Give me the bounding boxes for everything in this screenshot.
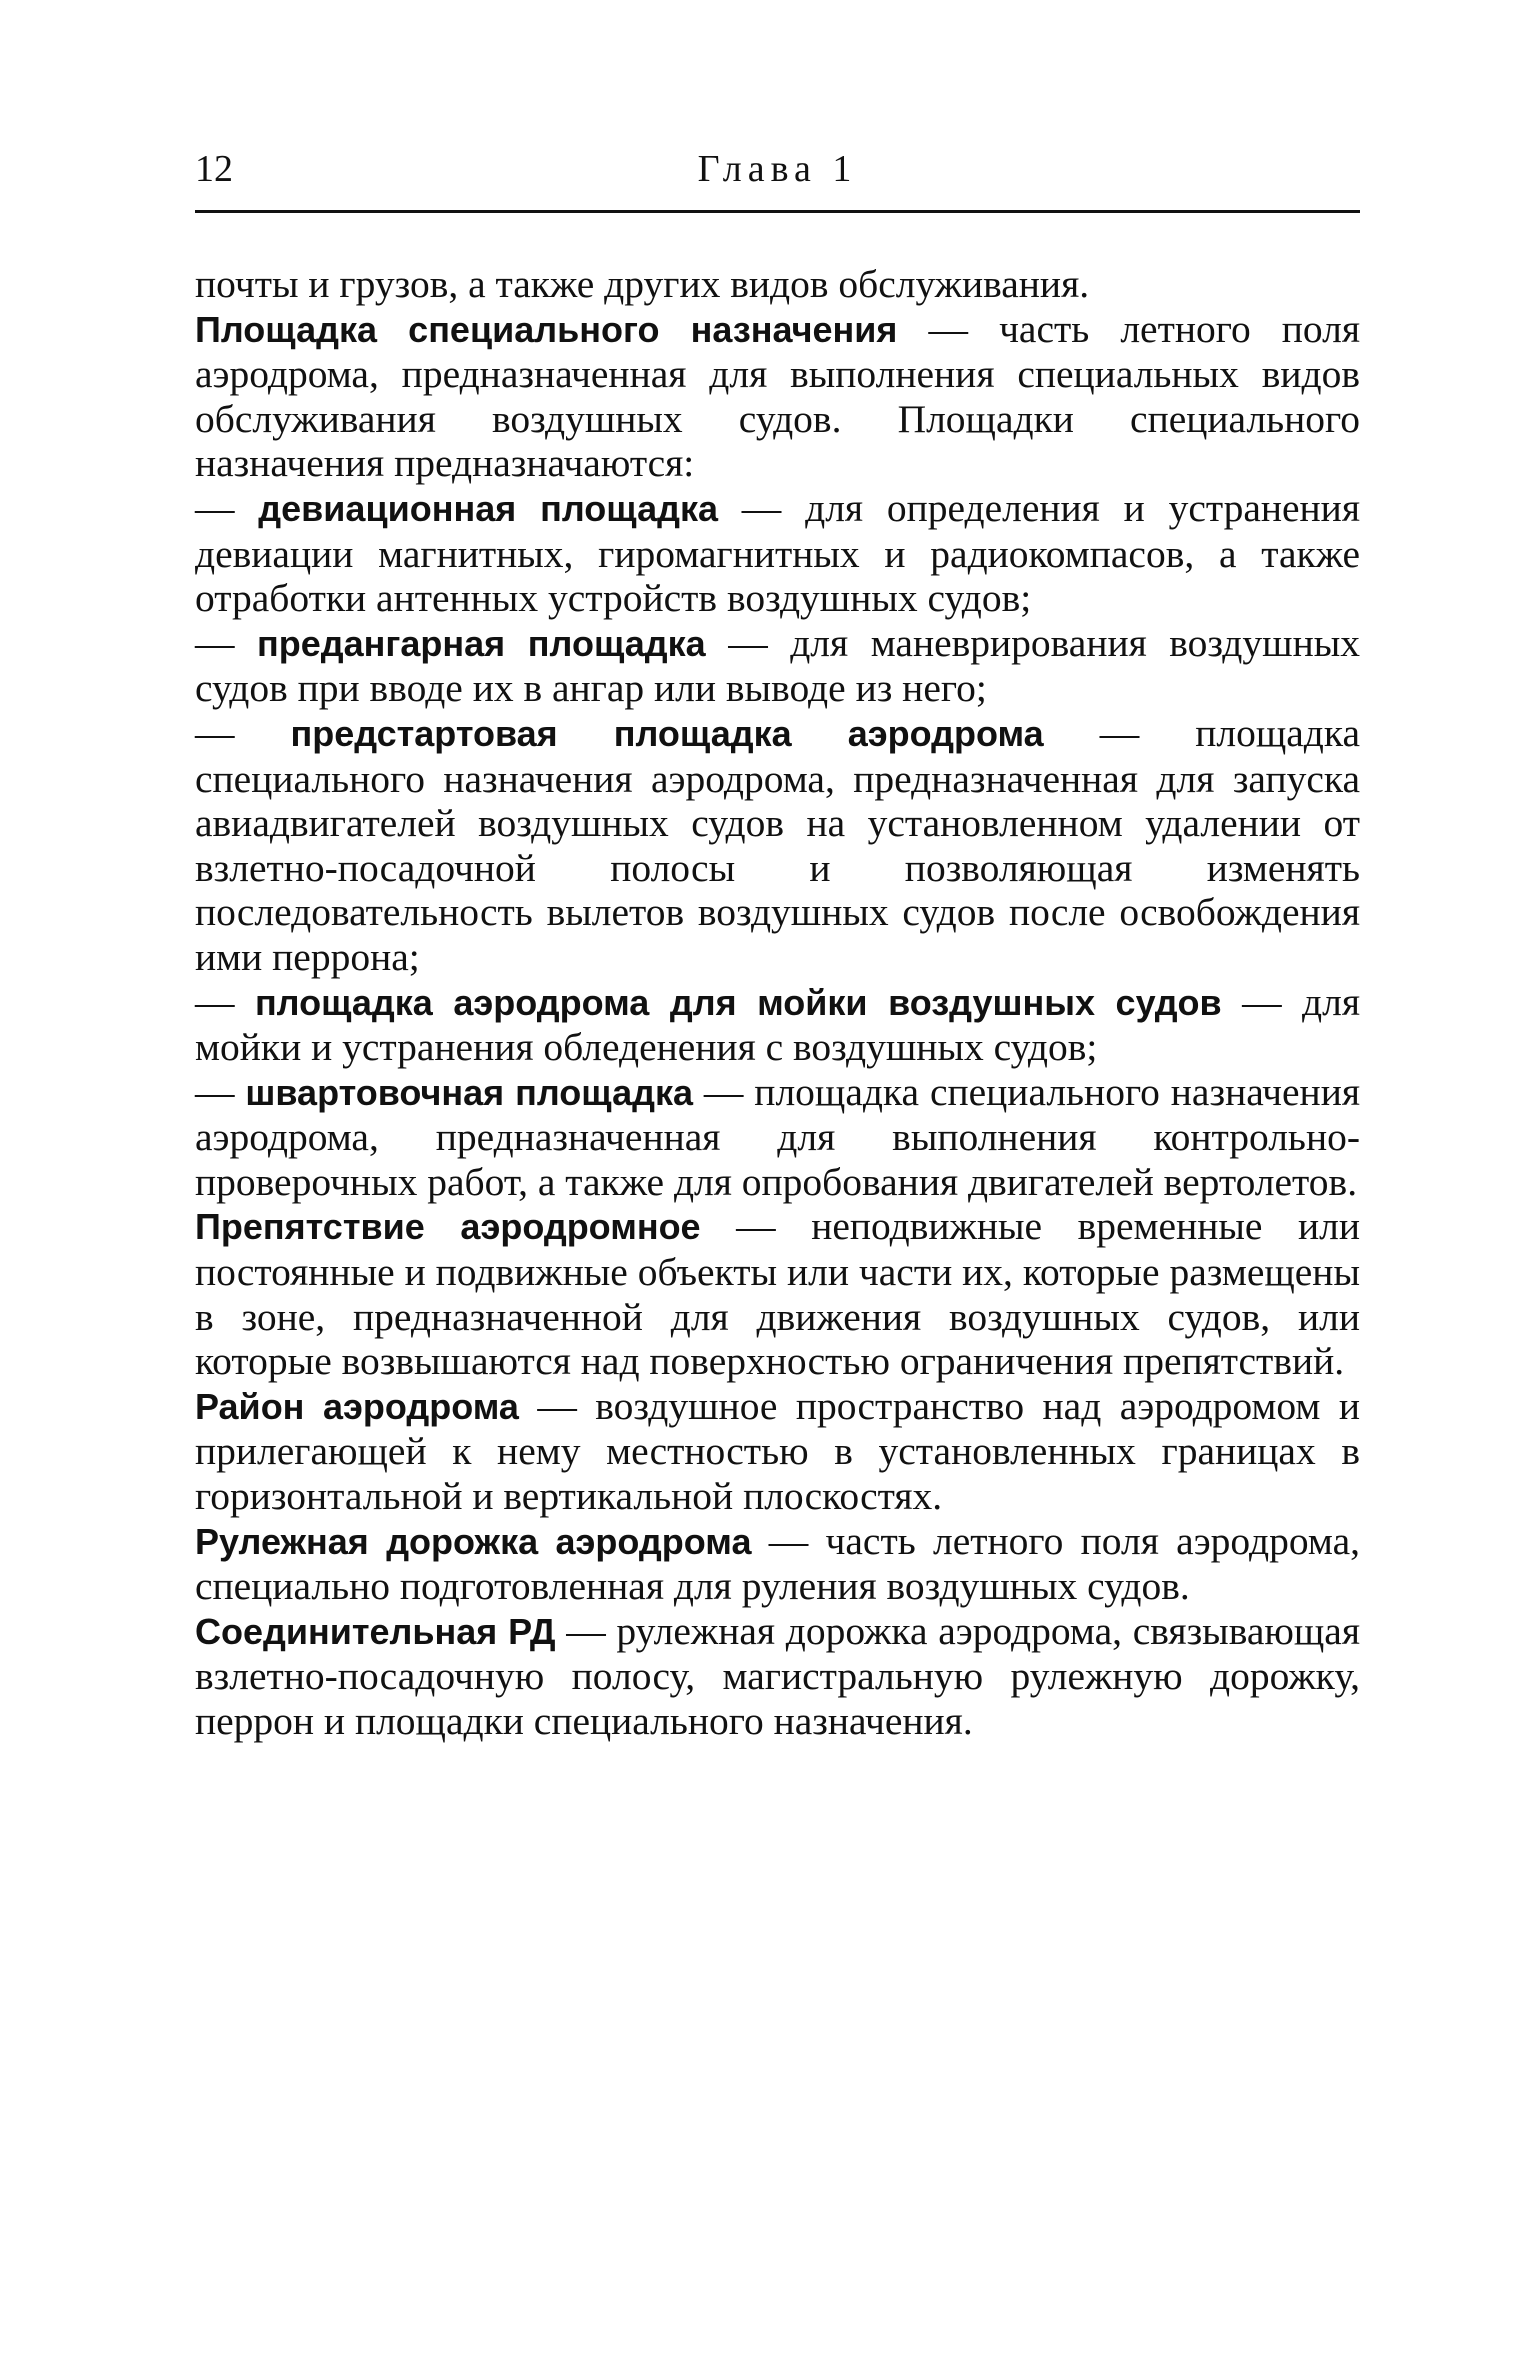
glossary-term: швартовочная площадка — [245, 1071, 694, 1113]
list-dash: — — [195, 979, 255, 1024]
glossary-body — [195, 262, 1360, 1744]
glossary-definition: — часть летного поля аэродрома, предназначенная для выполнения специальных видов обслуживания воздушных судов. Площадки специального назначения предназначаются: — [195, 306, 1360, 486]
running-title: Глава 1 — [697, 148, 858, 190]
glossary-term: площадка аэродрома для мойки воздушных судов — [254, 981, 1222, 1023]
glossary-term: Препятствие аэродромное — [195, 1206, 701, 1248]
glossary-definition: — площадка специального назначения аэродрома, предназначенная для выполнения контрольно-проверочных работ, а также для опробования двигателей вертолетов. — [195, 1069, 1361, 1204]
glossary-definition: — воздушное пространство над аэродромом и прилегающей к нему местностью в установленных границах в горизонтальной и вертикальной плоскостях. — [195, 1383, 1360, 1519]
glossary-definition: — для определения и устранения девиации магнитных, гиромагнитных и радиокомпасов, а также отработки антенных устройств воздушных судов; — [195, 485, 1360, 621]
glossary-definition: — для маневрирования воздушных судов при вводе их в ангар или выводе из него; — [195, 620, 1360, 711]
glossary-definition: — часть летного поля аэродрома, специально подготовленная для руления воздушных судов. — [195, 1518, 1361, 1609]
glossary-subentry — [195, 621, 1360, 711]
glossary-term: предангарная площадка — [257, 622, 706, 664]
glossary-term: Соединительная РД — [195, 1610, 556, 1652]
list-dash: — — [195, 710, 291, 755]
glossary-subentry — [195, 711, 1360, 980]
glossary-subentry — [195, 1070, 1360, 1205]
glossary-definition: — для мойки и устранения обледенения с воздушных судов; — [195, 979, 1361, 1070]
glossary-definition: — площадка специального назначения аэродрома, предназначенная для запуска авиадвигателей воздушных судов на установленном удалении от взлетно-посадочной полосы и позволяющая изменять последовательность вылетов воздушных судов после освобождения ими перрона; — [195, 710, 1360, 979]
glossary-subentry — [195, 980, 1360, 1070]
glossary-entry — [195, 1519, 1360, 1609]
glossary-entry — [195, 1384, 1360, 1519]
glossary-term: Площадка специального назначения — [195, 308, 898, 350]
glossary-paragraph — [195, 262, 1360, 307]
paragraph-text: почты и грузов, а также других видов обслуживания. — [195, 262, 1090, 306]
header-rule — [195, 210, 1360, 213]
list-dash: — — [195, 1069, 246, 1114]
page-number: 12 — [195, 148, 233, 190]
glossary-term: Рулежная дорожка аэродрома — [195, 1520, 752, 1562]
page-header — [195, 145, 1360, 205]
glossary-term: Район аэродрома — [195, 1385, 519, 1427]
glossary-entry — [195, 1204, 1360, 1383]
list-dash: — — [195, 620, 258, 665]
glossary-definition: — неподвижные временные или постоянные и подвижные объекты или части их, которые размещены в зоне, предназначенной для движения воздушных судов, или которые возвышаются над поверхностью ограничения препятствий. — [195, 1204, 1361, 1384]
glossary-term: предстартовая площадка аэродрома — [290, 712, 1044, 754]
glossary-entry — [195, 307, 1360, 486]
glossary-subentry — [195, 486, 1360, 621]
glossary-entry — [195, 1609, 1360, 1744]
glossary-definition: — рулежная дорожка аэродрома, связывающая взлетно-посадочную полосу, магистральную рулежную дорожку, перрон и площадки специального назначения. — [195, 1608, 1361, 1743]
list-dash: — — [195, 485, 259, 530]
glossary-term: девиационная площадка — [258, 487, 718, 529]
